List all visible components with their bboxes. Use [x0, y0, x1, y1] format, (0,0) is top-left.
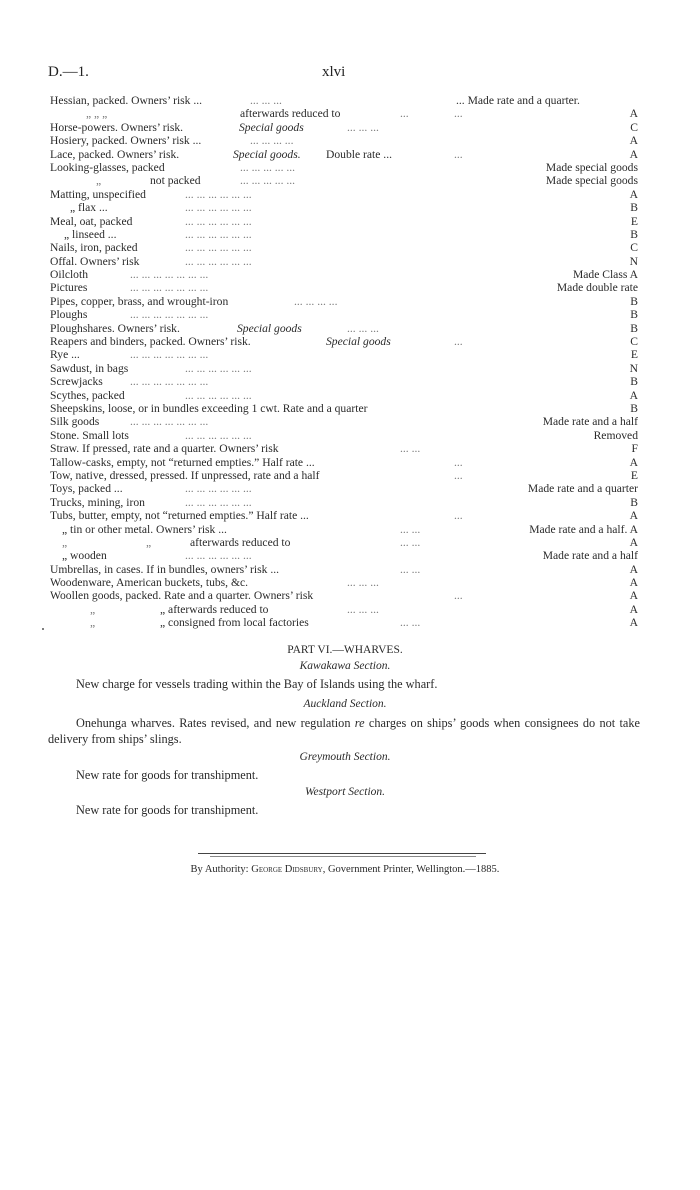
- footer-rule: [198, 853, 486, 854]
- item-text: Special goods.: [233, 147, 301, 161]
- rate-class: A: [629, 187, 638, 201]
- list-item: [50, 308, 638, 321]
- rate-class: C: [630, 241, 638, 255]
- list-item: [50, 94, 638, 107]
- leader-dots: ... ... ... ... ... ...: [185, 254, 252, 268]
- list-item: [50, 456, 638, 469]
- leader-dots: ...: [454, 107, 463, 121]
- item-text: Trucks, mining, iron: [50, 495, 145, 509]
- leader-dots: ... ... ... ... ... ... ...: [130, 348, 209, 362]
- item-text: Umbrellas, in cases. If in bundles, owners’ risk ...: [50, 562, 280, 576]
- item-text: Silk goods: [50, 415, 100, 429]
- section-text-westport: New rate for goods for transhipment.: [76, 803, 259, 817]
- leader-dots: ... ... ... ... ... ...: [185, 187, 252, 201]
- rate-class: B: [630, 495, 638, 509]
- item-text: Screwjacks: [50, 375, 103, 389]
- item-text: „ wooden: [62, 549, 107, 563]
- leader-dots: ...: [454, 468, 463, 482]
- leader-dots: ... ... ... ... ... ... ...: [130, 415, 209, 429]
- list-item: [50, 161, 638, 174]
- item-text: Matting, unspecified: [50, 187, 146, 201]
- rate-class: A: [629, 616, 638, 630]
- item-text: „ flax ...: [70, 201, 108, 215]
- rate-class: C: [630, 335, 638, 349]
- rate-class: A: [629, 455, 638, 469]
- leader-dots: ... ... ... ... ... ...: [185, 482, 252, 496]
- leader-dots: ... ... ... ...: [250, 134, 294, 148]
- rate-class: A: [629, 509, 638, 523]
- list-item: [50, 375, 638, 388]
- printer-imprint: [0, 864, 690, 875]
- rate-class: A: [629, 535, 638, 549]
- list-item: [50, 121, 638, 134]
- item-text: Special goods: [239, 120, 304, 134]
- list-item: [50, 188, 638, 201]
- leader-dots: ... ... ... ... ... ...: [185, 495, 252, 509]
- rate-class: B: [630, 227, 638, 241]
- item-text: Nails, iron, packed: [50, 241, 138, 255]
- list-item: [50, 255, 638, 268]
- list-item: [50, 429, 638, 442]
- list-item: [50, 523, 638, 536]
- rate-class: B: [630, 321, 638, 335]
- list-item: [50, 536, 638, 549]
- rate-class: A: [629, 388, 638, 402]
- section-title-auckland: Auckland Section.: [303, 698, 387, 710]
- section-title-greymouth: Greymouth Section.: [299, 751, 391, 763]
- rate-class: Made special goods: [545, 160, 638, 174]
- item-text: Offal. Owners’ risk: [50, 254, 140, 268]
- item-text: Special goods: [237, 321, 302, 335]
- list-item: [50, 201, 638, 214]
- item-text: Pipes, copper, brass, and wrought-iron: [50, 294, 229, 308]
- list-item: [50, 107, 638, 120]
- list-item: [50, 402, 638, 415]
- item-text: Special goods: [326, 335, 391, 349]
- item-text: Sawdust, in bags: [50, 361, 129, 375]
- rate-class: A: [629, 589, 638, 603]
- leader-dots: ... ... ... ... ... ...: [185, 201, 252, 215]
- rate-class: B: [630, 294, 638, 308]
- leader-dots: ... ... ...: [347, 602, 379, 616]
- list-item: [50, 509, 638, 522]
- rate-class: A: [629, 147, 638, 161]
- item-text: Woollen goods, packed. Rate and a quarter. Owners’ risk: [50, 589, 314, 603]
- item-text: Hosiery, packed. Owners’ risk ...: [50, 134, 202, 148]
- leader-dots: ... ... ... ... ...: [240, 174, 296, 188]
- rate-class: E: [630, 214, 638, 228]
- leader-dots: ... ... ... ... ... ... ...: [130, 375, 209, 389]
- section-title-kawakawa: Kawakawa Section.: [299, 660, 391, 672]
- item-text: Tow, native, dressed, pressed. If unpressed, rate and a half: [50, 468, 320, 482]
- leader-dots: ... ... ...: [347, 321, 379, 335]
- imprint-printer-rest: , Government Printer, Wellington.—1885.: [322, 864, 500, 875]
- leader-dots: ... ...: [400, 535, 421, 549]
- rate-class: C: [630, 120, 638, 134]
- list-item: [50, 148, 638, 161]
- footer-rule-thin: [210, 856, 476, 857]
- rate-class: Made double rate: [556, 281, 638, 295]
- section-text-auckland: Onehunga wharves. Rates revised, and new regulation re charges on ships’ goods when consignees do not take delivery from ships’ slings.: [48, 716, 640, 746]
- part-heading: PART VI.—WHARVES.: [287, 644, 403, 656]
- leader-dots: ... ... ... ... ...: [240, 160, 296, 174]
- leader-dots: ...: [454, 147, 463, 161]
- list-item: [50, 482, 638, 495]
- leader-dots: ...: [400, 107, 409, 121]
- leader-dots: ...: [454, 335, 463, 349]
- leader-dots: „ „ „: [86, 107, 108, 121]
- item-text: afterwards reduced to: [190, 535, 291, 549]
- imprint-by-authority: By Authority:: [190, 864, 252, 875]
- rate-class: A: [629, 107, 638, 121]
- item-text: „ tin or other metal. Owners’ risk ...: [62, 522, 227, 536]
- item-text: Reapers and binders, packed. Owners’ risk.: [50, 335, 251, 349]
- leader-dots: ... ... ... ... ... ... ...: [130, 268, 209, 282]
- leader-dots: ... ... ... ... ... ...: [185, 428, 252, 442]
- item-text: Scythes, packed: [50, 388, 125, 402]
- section-text-greymouth: New rate for goods for transhipment.: [76, 768, 259, 782]
- rate-class: Removed: [593, 428, 638, 442]
- leader-dots: ... ... ... ... ... ... ...: [130, 308, 209, 322]
- list-item: [50, 616, 638, 629]
- list-item: [50, 134, 638, 147]
- item-text: Woodenware, American buckets, tubs, &c.: [50, 576, 249, 590]
- rate-class: B: [630, 201, 638, 215]
- section-text-kawakawa: New charge for vessels trading within the Bay of Islands using the wharf.: [76, 677, 438, 691]
- document-reference: D.—1.: [48, 64, 89, 80]
- leader-dots: „: [90, 602, 96, 616]
- list-item: [50, 215, 638, 228]
- leader-dots: ... ... ... ... ... ...: [185, 549, 252, 563]
- rate-class: B: [630, 401, 638, 415]
- leader-dots: „: [96, 174, 102, 188]
- list-item: [50, 563, 638, 576]
- item-text: Stone. Small lots: [50, 428, 129, 442]
- leader-dots: ...: [454, 455, 463, 469]
- rate-class: N: [629, 254, 638, 268]
- leader-dots: ... ...: [400, 442, 421, 456]
- leader-dots: ... ... ... ... ... ...: [185, 388, 252, 402]
- leader-dots: ... ... ... ...: [294, 294, 338, 308]
- leader-dots: ... ...: [400, 562, 421, 576]
- list-item: [50, 415, 638, 428]
- item-text: Pictures: [50, 281, 88, 295]
- list-item: [50, 496, 638, 509]
- leader-dots: ... ... ... ... ... ...: [185, 227, 252, 241]
- list-item: [50, 295, 638, 308]
- rate-class: Made special goods: [545, 174, 638, 188]
- list-item: [50, 322, 638, 335]
- rate-class: F: [631, 442, 638, 456]
- list-item: [50, 549, 638, 562]
- list-item: [50, 281, 638, 294]
- leader-dots: ... ...: [400, 616, 421, 630]
- list-item: [50, 442, 638, 455]
- rate-class: A: [629, 562, 638, 576]
- item-text: Oilcloth: [50, 268, 88, 282]
- rate-class: B: [630, 308, 638, 322]
- leader-dots: ... ... ... ... ... ...: [185, 214, 252, 228]
- list-item: [50, 389, 638, 402]
- list-item: [50, 589, 638, 602]
- leader-dots: ... ... ...: [250, 94, 282, 107]
- leader-dots: „: [90, 616, 96, 630]
- list-item: [50, 241, 638, 254]
- item-text: Lace, packed. Owners’ risk.: [50, 147, 180, 161]
- rates-list: [50, 94, 638, 630]
- leader-dots: „: [146, 535, 152, 549]
- leader-dots: ...: [454, 509, 463, 523]
- item-text: Hessian, packed. Owners’ risk ...: [50, 94, 203, 107]
- list-item: [50, 362, 638, 375]
- rate-class: Made rate and a half. A: [529, 522, 638, 536]
- leader-dots: ... ...: [400, 522, 421, 536]
- item-text: Rye ...: [50, 348, 80, 362]
- item-text: Looking-glasses, packed: [50, 160, 165, 174]
- rate-class: A: [629, 576, 638, 590]
- leader-dots: „: [62, 535, 68, 549]
- item-text: afterwards reduced to: [240, 107, 341, 121]
- item-text: „ afterwards reduced to: [160, 602, 269, 616]
- item-text: Meal, oat, packed: [50, 214, 133, 228]
- list-item: [50, 576, 638, 589]
- rate-class: Made rate and a quarter: [527, 482, 638, 496]
- rate-class: E: [630, 468, 638, 482]
- item-text: „ linseed ...: [64, 227, 117, 241]
- leader-dots: ... ... ... ... ... ...: [185, 361, 252, 375]
- item-text: not packed: [150, 174, 201, 188]
- print-speck: [42, 628, 44, 630]
- imprint-printer-name: George Didsbury: [251, 864, 323, 875]
- leader-dots: ... ... ...: [347, 576, 379, 590]
- list-item: [50, 603, 638, 616]
- item-text: ... Made rate and a quarter.: [456, 94, 580, 107]
- rate-class: Made rate and a half: [542, 415, 638, 429]
- list-item: [50, 469, 638, 482]
- list-item: [50, 348, 638, 361]
- rate-class: Made rate and a half: [542, 549, 638, 563]
- list-item: [50, 335, 638, 348]
- section-title-westport: Westport Section.: [304, 786, 386, 798]
- rate-class: A: [629, 134, 638, 148]
- item-text: Tubs, butter, empty, not “returned empties.” Half rate ...: [50, 509, 309, 523]
- item-text: Tallow-casks, empty, not “returned empties.” Half rate ...: [50, 455, 315, 469]
- leader-dots: ... ... ... ... ... ... ...: [130, 281, 209, 295]
- rate-class: Made Class A: [572, 268, 638, 282]
- rate-class: N: [629, 361, 638, 375]
- list-item: [50, 268, 638, 281]
- leader-dots: ...: [454, 589, 463, 603]
- rate-class: A: [629, 602, 638, 616]
- list-item: [50, 228, 638, 241]
- item-text: Toys, packed ...: [50, 482, 123, 496]
- item-text: Horse-powers. Owners’ risk.: [50, 120, 184, 134]
- rate-class: B: [630, 375, 638, 389]
- item-text: Double rate ...: [326, 147, 392, 161]
- list-item: [50, 174, 638, 187]
- item-text: Ploughshares. Owners’ risk.: [50, 321, 180, 335]
- item-text: „ consigned from local factories: [160, 616, 309, 630]
- leader-dots: ... ... ...: [347, 120, 379, 134]
- page-number: xlvi: [322, 64, 346, 80]
- rate-class: E: [630, 348, 638, 362]
- item-text: Straw. If pressed, rate and a quarter. Owners’ risk: [50, 442, 279, 456]
- item-text: Ploughs: [50, 308, 88, 322]
- leader-dots: ... ... ... ... ... ...: [185, 241, 252, 255]
- item-text: Sheepskins, loose, or in bundles exceeding 1 cwt. Rate and a quarter: [50, 401, 368, 415]
